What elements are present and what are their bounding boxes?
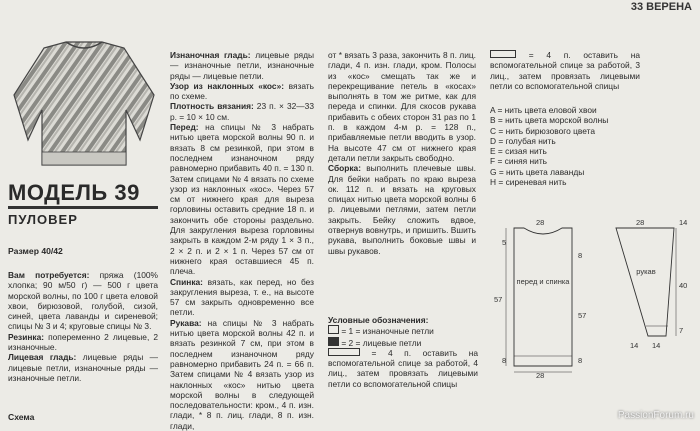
legend-item: F = синяя нить	[490, 156, 548, 167]
scheme-label: Схема	[8, 412, 35, 422]
sweater-illustration	[4, 40, 164, 175]
model-title: МОДЕЛЬ 39	[8, 180, 140, 205]
dim-left-neck: 5	[502, 238, 507, 247]
column-materials	[8, 270, 158, 383]
legend-item: C = нить бирюзового цвета	[490, 125, 596, 136]
paragraph-front: Перед: на спицы № 3 набрать нитью цвета морской волны 90 п. и вязать 8 см резинкой, при этом в последнем изнаночном ряду равномерно прибавить 40 п. = 130 п. Затем спицами № 4 вязать по схеме узор из наклонных «кос». Через 57 см от нижнего края для выреза горловины оставить средние 18 п. и закончить обе стороны раздельно. Для закругления выреза горловины закрыть в каждом 2-м ряду 1 × 3 п., 2 × 2 п. и 2 × 1 п. Через 57 см от нижнего края оставшиеся 45 п. плеча.	[170, 122, 314, 277]
front-back-piece	[494, 218, 586, 380]
paragraph-pattern: Узор из наклонных «кос»: вязать по схеме.	[170, 80, 314, 102]
page-header	[0, 0, 700, 14]
legend-item: G = нить цвета лаванды	[490, 166, 585, 177]
dim-sleeve-top-right: 14	[679, 218, 688, 227]
conventions-title: Условные обозначения:	[328, 315, 429, 325]
convention-item: = 1 = изнаночные петли	[328, 325, 478, 336]
schematic-diagram	[486, 218, 696, 393]
color-legend	[490, 105, 660, 187]
dim-sleeve-bottom-left: 14	[630, 341, 639, 350]
paragraph-sleeves: Рукава: на спицы № 3 набрать нитью цвета морской волны 42 п. и вязать резинкой 7 см, при этом в последнем изнаночном ряду равномерно прибавить 24 п. = 66 п. Затем спицами № 4 вязать узор из наклонных «кос» нитью цвета морской волны в следующей последовательности: кром., 4 п. изн. глади, * 8 п. лиц. глади, 8 п. изн. глади,	[170, 317, 314, 431]
legend-item: D = голубая нить	[490, 135, 556, 146]
convention-item: = 2 = лицевые петли	[328, 337, 478, 348]
dim-left-rib: 8	[502, 356, 507, 365]
cable-convention: = 4 п. оставить на вспомогательной спице за работой, 3 лиц., затем провязать лицевыми петли со вспомогательной спицы	[490, 50, 640, 91]
dim-left-height: 57	[494, 295, 503, 304]
column-instructions	[170, 50, 314, 431]
dim-right-bot: 8	[578, 356, 583, 365]
dim-front-top: 28	[536, 218, 545, 227]
conventions-block	[328, 315, 478, 389]
dim-sleeve-height: 40	[679, 281, 688, 290]
paragraph-stockinette: Лицевая гладь: лицевые ряды — лицевые петли, изнаночные ряды — изнаночные петли.	[8, 352, 158, 383]
dim-front-bottom: 28	[536, 371, 545, 380]
paragraph-rib: Резинка: попеременно 2 лицевые, 2 изнаночные.	[8, 331, 158, 353]
garment-name: ПУЛОВЕР	[8, 212, 78, 227]
legend-item: H = сиреневая нить	[490, 177, 567, 188]
column-assembly	[328, 50, 476, 256]
title-divider	[8, 206, 158, 209]
paragraph-back: Спинка: вязать, как перед, но без закругления выреза, т. е., на высоте 57 см закрыть одновременно все петли.	[170, 276, 314, 318]
convention-item: = 4 п. оставить на вспомогательной спице за работой, 4 лиц., затем провязать лицевыми петли со вспомогательной спицы	[328, 347, 478, 389]
sleeve-piece	[616, 218, 687, 350]
paragraph-assembly: Сборка: выполнить плечевые швы. Для бейки набрать по краю выреза ок. 112 п. и вязать на круговых спицах нитью цвета морской волны 6 р. лицевыми петлями, затем петли закрыть. Бейку сложить вдвое, отвернув вовнутрь, и пришить. Вшить рукава, выполнить боковые швы и швы рукавов.	[328, 163, 476, 256]
front-back-label: перед и спинка	[516, 277, 570, 286]
dim-sleeve-top: 28	[636, 218, 645, 227]
legend-item: E = сизая нить	[490, 146, 547, 157]
sleeve-label: рукав	[636, 267, 656, 276]
paragraph-sleeves-cont: от * вязать 3 раза, закончить 8 п. лиц. глади, 4 п. изн. глади, кром. Полосы из «кос» смещать так же и перекрещивание петель в «косах» выполнять в том же ритме, как для переда и спинки. Для скосов рукава прибавить с обеих сторон 31 раз по 1 п. в каждом 4-м р. = 128 п., прибавляемые петли вводить в узор. На высоте 47 см от нижнего края детали петли закрыть свободно.	[328, 50, 476, 163]
dim-right-top: 8	[578, 251, 583, 260]
dim-sleeve-cuff: 7	[679, 326, 684, 335]
watermark: PassionForum.ru	[617, 410, 694, 421]
dim-right-mid: 57	[578, 311, 587, 320]
legend-item: A = нить цвета еловой хвои	[490, 105, 597, 115]
dim-sleeve-bottom: 14	[652, 341, 661, 350]
paragraph-gauge: Плотность вязания: 23 п. × 32—33 р. = 10 × 10 см.	[170, 101, 314, 122]
legend-item: B = нить цвета морской волны	[490, 115, 609, 126]
paragraph-reverse: Изнаночная гладь: лицевые ряды — изнаночные петли, изнаночные ряды — лицевые петли.	[170, 50, 314, 81]
page-number: 33 ВЕРЕНА	[630, 1, 692, 13]
paragraph-materials: Вам потребуется: пряжа (100% хлопка; 90 м/50 г) — 500 г цвета морской волны, по 100 г цвета еловой хвои, бирюзовой, голубой, сизой, синей, цвета лаванды и сиреневой; спицы № 3 и 4; круговые спицы № 3.	[8, 270, 158, 332]
size-label: Размер 40/42	[8, 246, 63, 256]
